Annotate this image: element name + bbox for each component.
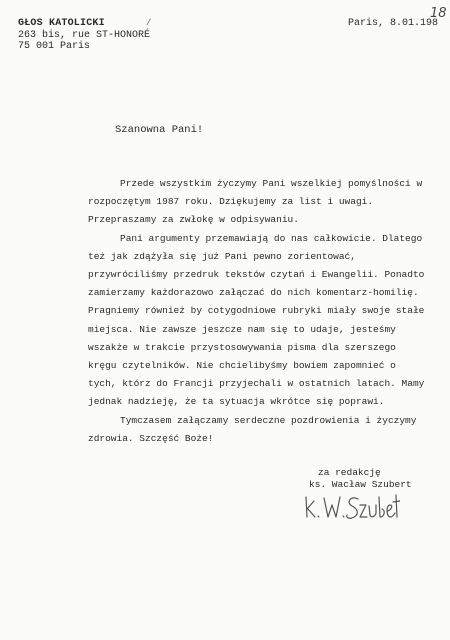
page-number: 18 (430, 6, 447, 21)
paragraph-2: Pani argumenty przemawiają do nas całkowicie. Dlatego też jak zdążyła się już Pani pewno zorientować, przywróciliśmy przedruk tekstów czytań i Ewangelii. Ponadto zamierzamy każdorazowo załączać do nich komentarz-homilię. Pragniemy również by cotygodniowe rubryki miały swoje stałe miejsca. Nie zawsze jeszcze nam się to udaje, jesteśmy wszakże w trakcie przystosowywania pisma dla szerszego kręgu czytelników. Nie chcielibyśmy bowiem zapomnieć o tych, którz do Francji przyjechali w ostatnich latach. Mamy jednak nadzieję, że ta sytuacja wkrótce się poprawi. (88, 232, 425, 408)
sender-name: GŁOS KATOLICKI (18, 18, 105, 29)
paragraph-3: Tymczasem załączamy serdeczne pozdrowienia i życzymy zdrowia. Szczęść Boże! (88, 414, 417, 444)
sender-address-line2: 75 001 Paris (18, 41, 91, 52)
greeting: Szanowna Pani! (115, 124, 204, 136)
sender-block (18, 18, 150, 53)
place-date: Paris, 8.01.198 (348, 18, 439, 29)
letter-body (88, 175, 428, 448)
handwritten-signature (300, 487, 400, 523)
pen-tick-mark: / (146, 18, 152, 28)
sender-address-line1: 263 bis, rue ST-HONORÉ (18, 29, 151, 41)
paragraph-1: Przede wszystkim życzymy Pani wszelkiej pomyślności w rozpoczętym 1987 roku. Dziękujemy za list i uwagi. Przepraszamy za zwłokę w odpisywaniu. (88, 178, 423, 226)
closing-signatory: ks. Wacław Szubert (309, 479, 412, 490)
closing-line1: za redakcję (318, 467, 381, 478)
